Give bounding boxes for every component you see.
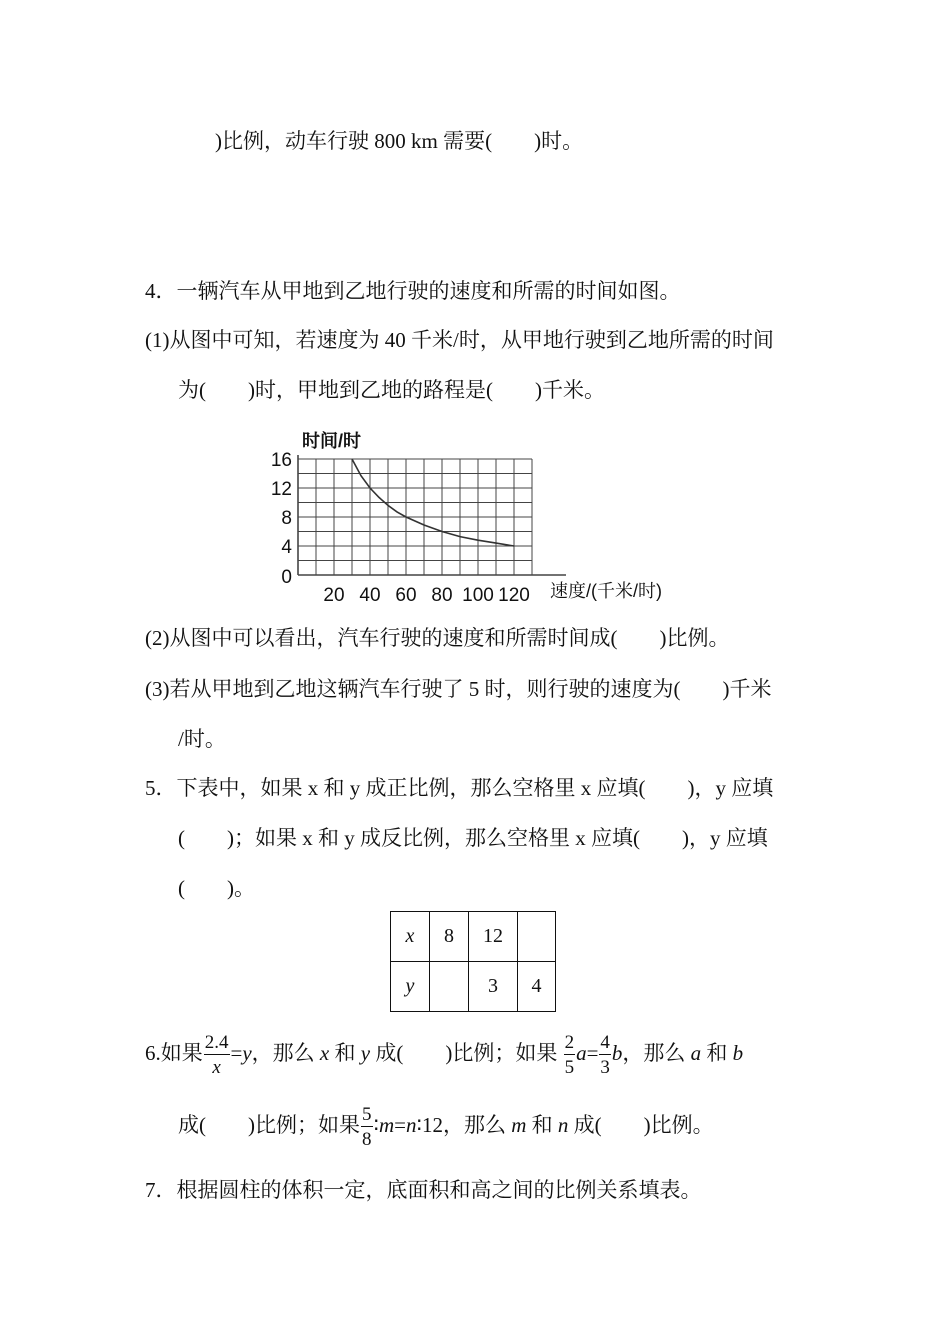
table-row bbox=[391, 912, 556, 962]
table-cell bbox=[430, 962, 469, 1012]
x-tick-label: 80 bbox=[431, 585, 453, 606]
q6-text: 成( )比例；如果 bbox=[178, 1113, 360, 1137]
question-4-part-3-line-1: (3)若从甲地到乙地这辆汽车行驶了 5 时，则行驶的速度为( )千米 bbox=[145, 677, 772, 701]
equals-sign: = bbox=[230, 1041, 243, 1065]
fraction-denominator: 5 bbox=[564, 1057, 575, 1079]
y-axis-label: 时间/时 bbox=[302, 431, 362, 451]
x-tick-label: 40 bbox=[359, 585, 381, 606]
table-cell: 4 bbox=[518, 962, 556, 1012]
fraction-numerator: 2 bbox=[564, 1032, 575, 1054]
table-cell: x bbox=[391, 912, 430, 962]
question-4-stem: 4．一辆汽车从甲地到乙地行驶的速度和所需的时间如图。 bbox=[145, 279, 681, 303]
question-6-line-1 bbox=[145, 1030, 743, 1077]
question-7-stem: 7．根据圆柱的体积一定，底面积和高之间的比例关系填表。 bbox=[145, 1178, 702, 1202]
x-tick-label: 120 bbox=[498, 585, 530, 606]
var-x: x bbox=[319, 1041, 330, 1065]
q6-text: ，那么 bbox=[622, 1041, 686, 1065]
question-4-part-1-line-2: 为( )时，甲地到乙地的路程是( )千米。 bbox=[178, 378, 605, 402]
q6-text: 和 bbox=[706, 1041, 728, 1065]
y-tick-label: 12 bbox=[270, 479, 292, 500]
q6-text: 和 bbox=[531, 1113, 553, 1137]
question-5-line-2: ( )；如果 x 和 y 成反比例，那么空格里 x 应填( )，y 应填 bbox=[178, 826, 768, 850]
x-tick-label: 100 bbox=[462, 585, 494, 606]
var-a: a bbox=[576, 1041, 587, 1065]
fraction-numerator: 4 bbox=[600, 1032, 610, 1054]
x-axis-label: 速度/(千米/时) bbox=[550, 581, 662, 601]
var-m: m bbox=[511, 1113, 527, 1137]
y-tick-label: 4 bbox=[281, 537, 292, 558]
table-cell: 8 bbox=[430, 912, 469, 962]
q6-text: ，那么 bbox=[251, 1041, 315, 1065]
question-5-line-1: 5．下表中，如果 x 和 y 成正比例，那么空格里 x 应填( )，y 应填 bbox=[145, 776, 774, 800]
q6-prefix: 6.如果 bbox=[145, 1041, 203, 1065]
speed-time-graph bbox=[262, 418, 712, 608]
var-y: y bbox=[360, 1041, 371, 1065]
fraction-numerator: 2.4 bbox=[204, 1032, 229, 1054]
x-tick-label: 60 bbox=[395, 585, 417, 606]
var-b: b bbox=[611, 1041, 623, 1065]
fraction-2-over-5 bbox=[564, 1033, 576, 1077]
y-tick-label: 8 bbox=[281, 508, 292, 529]
question-6-line-2 bbox=[178, 1102, 714, 1149]
fraction-denominator: 8 bbox=[362, 1129, 372, 1151]
graph-grid bbox=[298, 459, 532, 575]
question-4-part-2: (2)从图中可以看出，汽车行驶的速度和所需时间成( )比例。 bbox=[145, 626, 730, 650]
ratio-colon: ∶ bbox=[373, 1113, 379, 1137]
xy-value-table bbox=[390, 911, 556, 1012]
q6-text: ∶12，那么 bbox=[416, 1113, 506, 1137]
y-tick-label: 0 bbox=[281, 567, 292, 588]
fraction-5-over-8 bbox=[361, 1105, 373, 1149]
fraction-4-over-3 bbox=[599, 1033, 611, 1077]
q6-text: 成( )比例；如果 bbox=[375, 1041, 558, 1065]
question-4-part-1-line-1: (1)从图中可知，若速度为 40 千米/时，从甲地行驶到乙地所需的时间 bbox=[145, 328, 774, 352]
table-cell bbox=[518, 912, 556, 962]
x-tick-label: 20 bbox=[323, 585, 345, 606]
fraction-numerator: 5 bbox=[362, 1104, 372, 1126]
fraction-denominator: x bbox=[212, 1057, 221, 1079]
var-m: m bbox=[378, 1113, 395, 1137]
var-n: n bbox=[557, 1113, 569, 1137]
table-cell: 3 bbox=[469, 962, 518, 1012]
equals-sign: = bbox=[586, 1041, 599, 1065]
var-y: y bbox=[242, 1041, 252, 1065]
var-a: a bbox=[690, 1041, 702, 1065]
table-row bbox=[391, 962, 556, 1012]
table-cell: y bbox=[391, 962, 430, 1012]
question-5-line-3: ( )。 bbox=[178, 876, 255, 900]
table-cell: 12 bbox=[469, 912, 518, 962]
equals-sign: = bbox=[394, 1113, 406, 1137]
question-4-part-3-line-2: /时。 bbox=[178, 727, 226, 751]
intro-line: )比例，动车行驶 800 km 需要( )时。 bbox=[215, 129, 584, 153]
fraction-denominator: 3 bbox=[600, 1057, 610, 1079]
var-n: n bbox=[405, 1113, 417, 1137]
var-b: b bbox=[732, 1041, 744, 1065]
fraction-2-4-over-x bbox=[204, 1033, 230, 1077]
y-tick-label: 16 bbox=[270, 450, 292, 471]
q6-text: 和 bbox=[334, 1041, 356, 1065]
q6-text: 成( )比例。 bbox=[573, 1113, 714, 1137]
